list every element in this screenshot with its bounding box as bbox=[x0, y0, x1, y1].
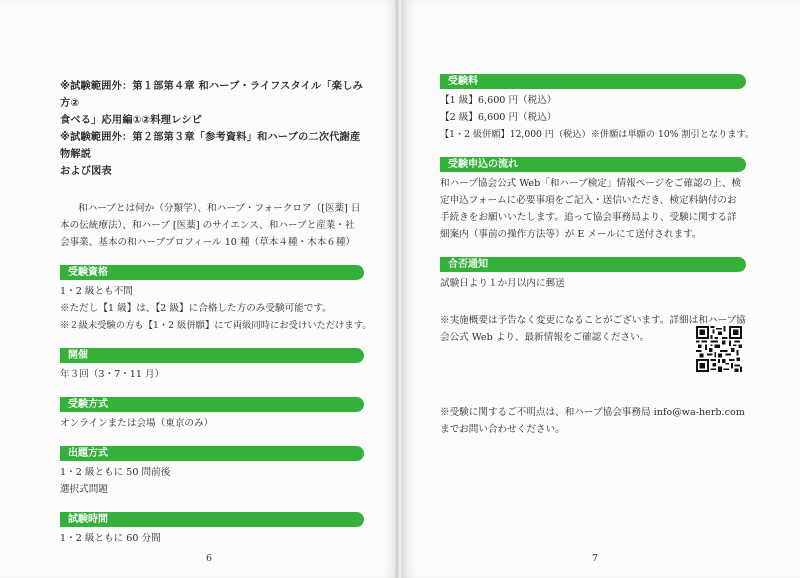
section-heading: 開催 bbox=[60, 348, 364, 363]
exclusion-line: および図表 bbox=[60, 166, 112, 177]
section-heading: 合否通知 bbox=[440, 257, 746, 272]
exam-scope-exclusions bbox=[60, 78, 364, 180]
exclusion-line: ※試験範囲外：第１部第４章 和ハーブ・ライフスタイル「楽しみ方② bbox=[60, 81, 363, 109]
section-heading: 試験時間 bbox=[60, 512, 364, 527]
section-line: ※ただし【1 級】は、【2 級】に合格した方のみ受験可能です。 bbox=[60, 303, 332, 314]
section-line: 1・2 級ともに 60 分間 bbox=[60, 533, 161, 544]
section-exam-time bbox=[60, 512, 364, 547]
exclusion-line: 食べる」応用編①②料理レシピ bbox=[60, 115, 203, 126]
section-heading: 受験料 bbox=[440, 74, 746, 89]
section-fee bbox=[440, 74, 755, 143]
section-line: オンラインまたは会場（東京のみ） bbox=[60, 418, 214, 429]
right-page-content bbox=[440, 74, 755, 438]
section-heading: 出題方式 bbox=[60, 446, 364, 461]
contact-notice: ※受験に関するご不明点は、和ハーブ協会事務局 info@wa-herb.com までお問い合わせください。 bbox=[440, 407, 745, 435]
fee-line: 【1・2 級併願】12,000 円（税込）※併願は単願の 10% 割引となります。 bbox=[440, 129, 755, 140]
left-page-content bbox=[60, 78, 372, 547]
page-number: 6 bbox=[206, 553, 213, 564]
qr-code-icon[interactable] bbox=[696, 326, 742, 372]
fee-line: 【2 級】6,600 円（税込） bbox=[440, 112, 557, 123]
section-line: ※２級未受験の方も【1・2 級併願】にて両級同時にお受けいただけます。 bbox=[60, 320, 372, 331]
section-schedule bbox=[60, 348, 364, 383]
section-line: 選択式問題 bbox=[60, 484, 108, 495]
section-line: 1・2 級ともに 50 問前後 bbox=[60, 467, 171, 478]
exam-content-paragraph: 和ハーブとは何か（分類学）、和ハーブ・フォークロア（[医薬] 日本の伝統療法）、和ハーブ [医薬] のサイエンス、和ハーブと産業・社会事業、基本の和ハーブプロフィール 10 種（草本４種・木本６種） bbox=[60, 203, 361, 248]
section-eligibility bbox=[60, 265, 372, 334]
result-text: 試験日より１か月以内に郵送 bbox=[440, 278, 565, 289]
page-number: 7 bbox=[592, 553, 599, 564]
section-application-flow bbox=[440, 157, 746, 243]
section-heading: 受験資格 bbox=[60, 265, 364, 280]
section-line: 1・2 級とも不問 bbox=[60, 286, 133, 297]
section-exam-method bbox=[60, 397, 364, 432]
section-heading: 受験申込の流れ bbox=[440, 157, 746, 172]
section-line: 年３回（3・7・11 月） bbox=[60, 369, 165, 380]
section-heading: 受験方式 bbox=[60, 397, 364, 412]
right-page bbox=[402, 0, 800, 578]
application-flow-text: 和ハーブ協会公式 Web「和ハーブ検定」情報ページをご確認の上、検定申込フォームに必要事項をご記入・送信いただき、検定料納付のお手続きをお願いいたします。追って協会事務局より、受験に関する詳細案内（事前の操作方法等）が E メールにて送付されます。 bbox=[440, 178, 742, 240]
left-page bbox=[0, 0, 398, 578]
section-question-format bbox=[60, 446, 364, 498]
fee-line: 【1 級】6,600 円（税込） bbox=[440, 95, 557, 106]
exclusion-line: ※試験範囲外：第２部第３章「参考資料」和ハーブの二次代謝産物解説 bbox=[60, 132, 361, 160]
section-result-notice bbox=[440, 257, 746, 292]
change-notice: ※実施概要は予告なく変更になることがございます。詳細は和ハーブ協会公式 Web より、最新情報をご確認ください。 bbox=[440, 315, 746, 343]
